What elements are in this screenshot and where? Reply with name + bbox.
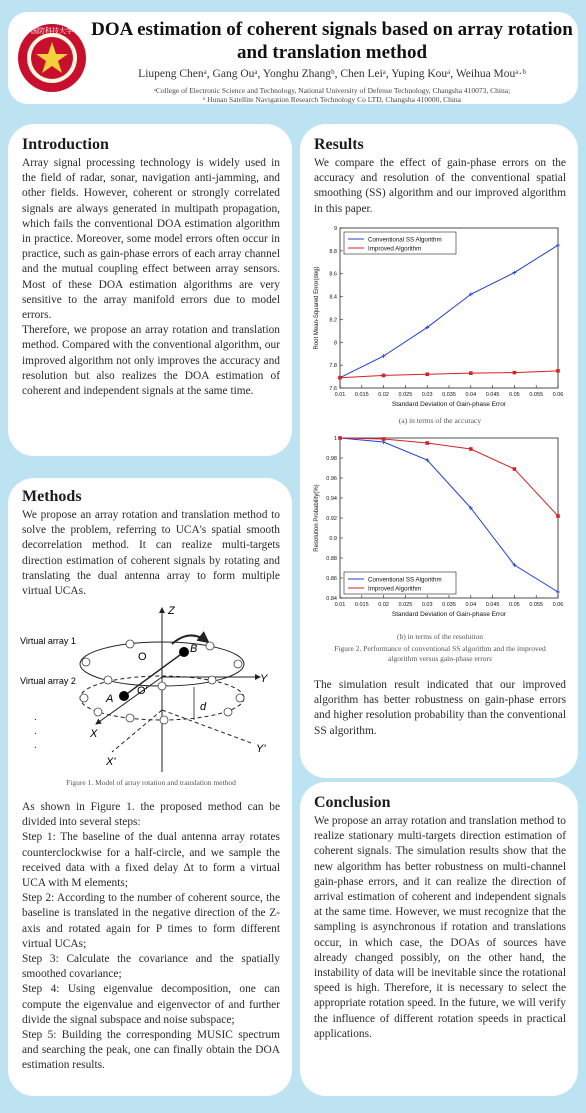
affiliation-b: ᵇ Hunan Satellite Navigation Research Technology Co LTD, Changsha 410000, China bbox=[202, 95, 461, 104]
y-prime-axis-label: Y' bbox=[256, 743, 266, 755]
accuracy-chart bbox=[306, 220, 568, 414]
y-tick-label: 9 bbox=[333, 226, 337, 232]
distance-d-label: d bbox=[200, 701, 207, 713]
y-axis-label: Y bbox=[260, 673, 268, 685]
x-tick-label: 0.055 bbox=[529, 602, 544, 608]
x-tick-label: 0.04 bbox=[465, 602, 477, 608]
logo-text: 国防科技大学 bbox=[31, 28, 73, 35]
y-tick-label: 0.86 bbox=[326, 576, 337, 582]
data-point bbox=[556, 514, 560, 518]
accuracy-chart-caption: (a) in terms of the accuracy bbox=[398, 416, 482, 425]
data-point bbox=[513, 467, 517, 471]
method-step-2: Step 2: According to the number of coherent source, the baseline is translated in the negative direction of the Z-axis and rotated again for P times to form different virtual UCAs; bbox=[22, 892, 280, 950]
x-tick-label: 0.025 bbox=[398, 392, 413, 398]
x-prime-axis-label: X' bbox=[106, 756, 116, 768]
data-point bbox=[469, 447, 473, 451]
virtual-array-2-label: Virtual array 2 bbox=[20, 676, 76, 686]
x-tick-label: 0.06 bbox=[552, 602, 564, 608]
method-step-1: Step 1: The baseline of the dual antenna array rotates counterclockwise for a half-circle, and we sample the received data with a fixed delay Δt to form a virtual UCA with M elements; bbox=[22, 831, 280, 890]
ellipsis-dot: . bbox=[34, 726, 37, 737]
y-tick-label: 0.88 bbox=[326, 556, 337, 562]
conclusion-heading: Conclusion bbox=[314, 794, 391, 811]
data-point bbox=[382, 437, 386, 441]
x-tick-label: 0.02 bbox=[378, 602, 389, 608]
x-tick-label: 0.025 bbox=[398, 602, 413, 608]
figure-2-caption: Figure 2. Performance of conventional SS algorithm and the improved algorithm versus gain-phase errors bbox=[334, 644, 546, 663]
poster-title: DOA estimation of coherent signals based on array rotation and translation method bbox=[91, 19, 573, 63]
authors: Liupeng Chenᵃ, Gang Ouᵃ, Yonghu Zhangᵇ, Chen Leiᵃ, Yuping Kouᵃ, Weihua Mouᵃ·ᵇ bbox=[138, 68, 526, 80]
data-point bbox=[513, 371, 517, 375]
legend-entry: Improved Algorithm bbox=[368, 245, 422, 253]
data-point bbox=[338, 436, 342, 440]
z-axis-label: Z bbox=[168, 605, 175, 617]
data-point bbox=[425, 372, 429, 376]
resolution-chart-caption: (b) in terms of the resolution bbox=[396, 632, 484, 641]
data-point bbox=[556, 369, 560, 373]
data-point bbox=[469, 371, 473, 375]
legend-entry: Improved Algorithm bbox=[368, 585, 422, 593]
ellipsis-dot: . bbox=[34, 740, 37, 751]
legend-entry: Conventional SS Algorithm bbox=[368, 236, 442, 244]
data-point bbox=[382, 374, 386, 378]
antenna-b-label: B bbox=[190, 643, 198, 655]
affiliations bbox=[90, 86, 574, 104]
antenna-a-label: A bbox=[106, 693, 114, 705]
x-tick-label: 0.015 bbox=[354, 602, 369, 608]
poster-header bbox=[8, 12, 578, 104]
introduction-paragraph-1: Array signal processing technology is widely used in the field of radar, sonar, navigation anti-jamming, and other fields. However, coherent or strongly correlated signals are always generated in multipath propagation, which fails the conventional DOA estimation algorithm in practice. Moreover, some model errors often occur in practice, such as gain-phase errors of each array channel and the mutual coupling effect between array sensors. Most of these DOA estimation algorithms are very sensitive to the array manifold errors due to model errors. bbox=[22, 157, 280, 322]
results-paragraph-1: We compare the effect of gain-phase errors on the accuracy and resolution of the conventional spatial smoothing (SS) algorithm and our improved algorithm in this paper. bbox=[314, 157, 566, 215]
y-tick-label: 0.9 bbox=[329, 536, 337, 542]
data-point bbox=[338, 376, 342, 380]
virtual-array-1-label: Virtual array 1 bbox=[20, 636, 76, 646]
x-tick-label: 0.055 bbox=[529, 392, 544, 398]
x-tick-label: 0.04 bbox=[465, 392, 477, 398]
x-tick-label: 0.015 bbox=[354, 392, 369, 398]
resolution-chart bbox=[306, 430, 568, 624]
y-axis-label: Root Mean-Squared Error(deg) bbox=[314, 266, 320, 350]
origin-o-label: O bbox=[138, 651, 147, 663]
x-tick-label: 0.01 bbox=[334, 392, 346, 398]
legend-entry: Conventional SS Algorithm bbox=[368, 576, 442, 584]
y-tick-label: 0.84 bbox=[326, 596, 337, 602]
x-tick-label: 0.06 bbox=[552, 392, 564, 398]
x-tick-label: 0.01 bbox=[334, 602, 346, 608]
university-logo-icon bbox=[16, 22, 88, 94]
results-paragraph-2: The simulation result indicated that our improved algorithm has better robustness on gain-phase errors and higher resolution probability than the conventional SS algorithm. bbox=[314, 679, 566, 737]
results-heading: Results bbox=[314, 136, 364, 153]
x-tick-label: 0.03 bbox=[421, 392, 433, 398]
x-tick-label: 0.05 bbox=[509, 392, 520, 398]
methods-paragraph-2: As shown in Figure 1. the proposed method can be divided into several steps: bbox=[22, 801, 280, 829]
figure-1-caption: Figure 1. Model of array rotation and translation method bbox=[66, 778, 236, 787]
x-tick-label: 0.035 bbox=[442, 602, 456, 608]
y-tick-label: 0.92 bbox=[326, 516, 337, 522]
methods-paragraph-1: We propose an array rotation and translation method to solve the problem, referring to UCA's spatial smooth decorrelation method. It can realize multi-targets direction estimation of coherent signals by rotating and translating the dual antenna array to form multiple virtual UCAs. bbox=[22, 509, 280, 598]
introduction-heading: Introduction bbox=[22, 136, 109, 153]
methods-card bbox=[8, 478, 292, 1096]
x-tick-label: 0.045 bbox=[485, 602, 500, 608]
conclusion-card bbox=[300, 782, 578, 1096]
introduction-paragraph-2: Therefore, we propose an array rotation and translation method. Compared with the conventional algorithm, our improved algorithm not only improves the accuracy and resolution but also realizes the DOA estimation of coherent and independent signals at the same time. bbox=[22, 324, 280, 398]
y-tick-label: 8.8 bbox=[329, 248, 337, 255]
origin-o-prime-label: O' bbox=[137, 685, 148, 697]
ellipsis-dot: . bbox=[34, 712, 37, 723]
y-tick-label: 7.8 bbox=[329, 363, 337, 370]
affiliation-a: ᵃCollege of Electronic Science and Technology, National University of Defense Technology, Changsha 410073, China; bbox=[153, 86, 511, 95]
x-tick-label: 0.05 bbox=[509, 602, 520, 608]
data-point bbox=[425, 441, 429, 445]
introduction-card bbox=[8, 124, 292, 456]
y-axis-label: Resolution Probability(%) bbox=[314, 484, 320, 552]
y-tick-label: 0.94 bbox=[326, 496, 337, 502]
y-tick-label: 8.4 bbox=[329, 294, 337, 301]
y-tick-label: 8.2 bbox=[329, 317, 337, 324]
y-tick-label: 1 bbox=[333, 436, 337, 442]
method-step-3: Step 3: Calculate the covariance and the spatially smoothed covariance; bbox=[22, 953, 280, 981]
x-axis-label: Standard Deviation of Gain-phase Error bbox=[391, 401, 507, 408]
y-tick-label: 7.6 bbox=[329, 386, 337, 392]
conclusion-paragraph: We propose an array rotation and translation method to realize stationary multi-targets direction estimation of coherent signals. The simulation results show that the new algorithm has better robustness on multi-channel gain-phase errors, and it can realize the direction of arrival estimation of coherent and independent signals at the same time. However, we must recognize that the sampling is asynchronous if rotation and translations occur, in which case, the DOAs of sources have already changed possibly, on the other hand, the instability of data will be inevitable since the rotational speed is high. Therefore, it is necessary to select the appropriate rotation speed. In the future, we will verify the influence of different rotation speeds in practical applications. bbox=[314, 815, 566, 1040]
x-tick-label: 0.02 bbox=[378, 392, 389, 398]
x-axis-label: X bbox=[90, 728, 98, 740]
y-tick-label: 8.6 bbox=[329, 271, 337, 278]
x-tick-label: 0.045 bbox=[485, 392, 500, 398]
x-tick-label: 0.03 bbox=[421, 602, 433, 608]
y-tick-label: 8 bbox=[333, 340, 337, 347]
results-card bbox=[300, 124, 578, 778]
y-tick-label: 0.98 bbox=[326, 456, 337, 462]
x-tick-label: 0.035 bbox=[442, 392, 456, 398]
array-model-figure bbox=[14, 602, 286, 782]
methods-heading: Methods bbox=[22, 488, 82, 505]
x-axis-label: Standard Deviation of Gain-phase Error bbox=[391, 611, 507, 618]
y-tick-label: 0.96 bbox=[326, 476, 337, 482]
method-step-5: Step 5: Building the corresponding MUSIC spectrum and searching the peak, one can finally obtain the DOA estimation results. bbox=[22, 1029, 280, 1072]
method-step-4: Step 4: Using eigenvalue decomposition, one can compute the eigenvalue and eigenvector of and further divide the signal subspace and noise subspace; bbox=[22, 983, 280, 1026]
